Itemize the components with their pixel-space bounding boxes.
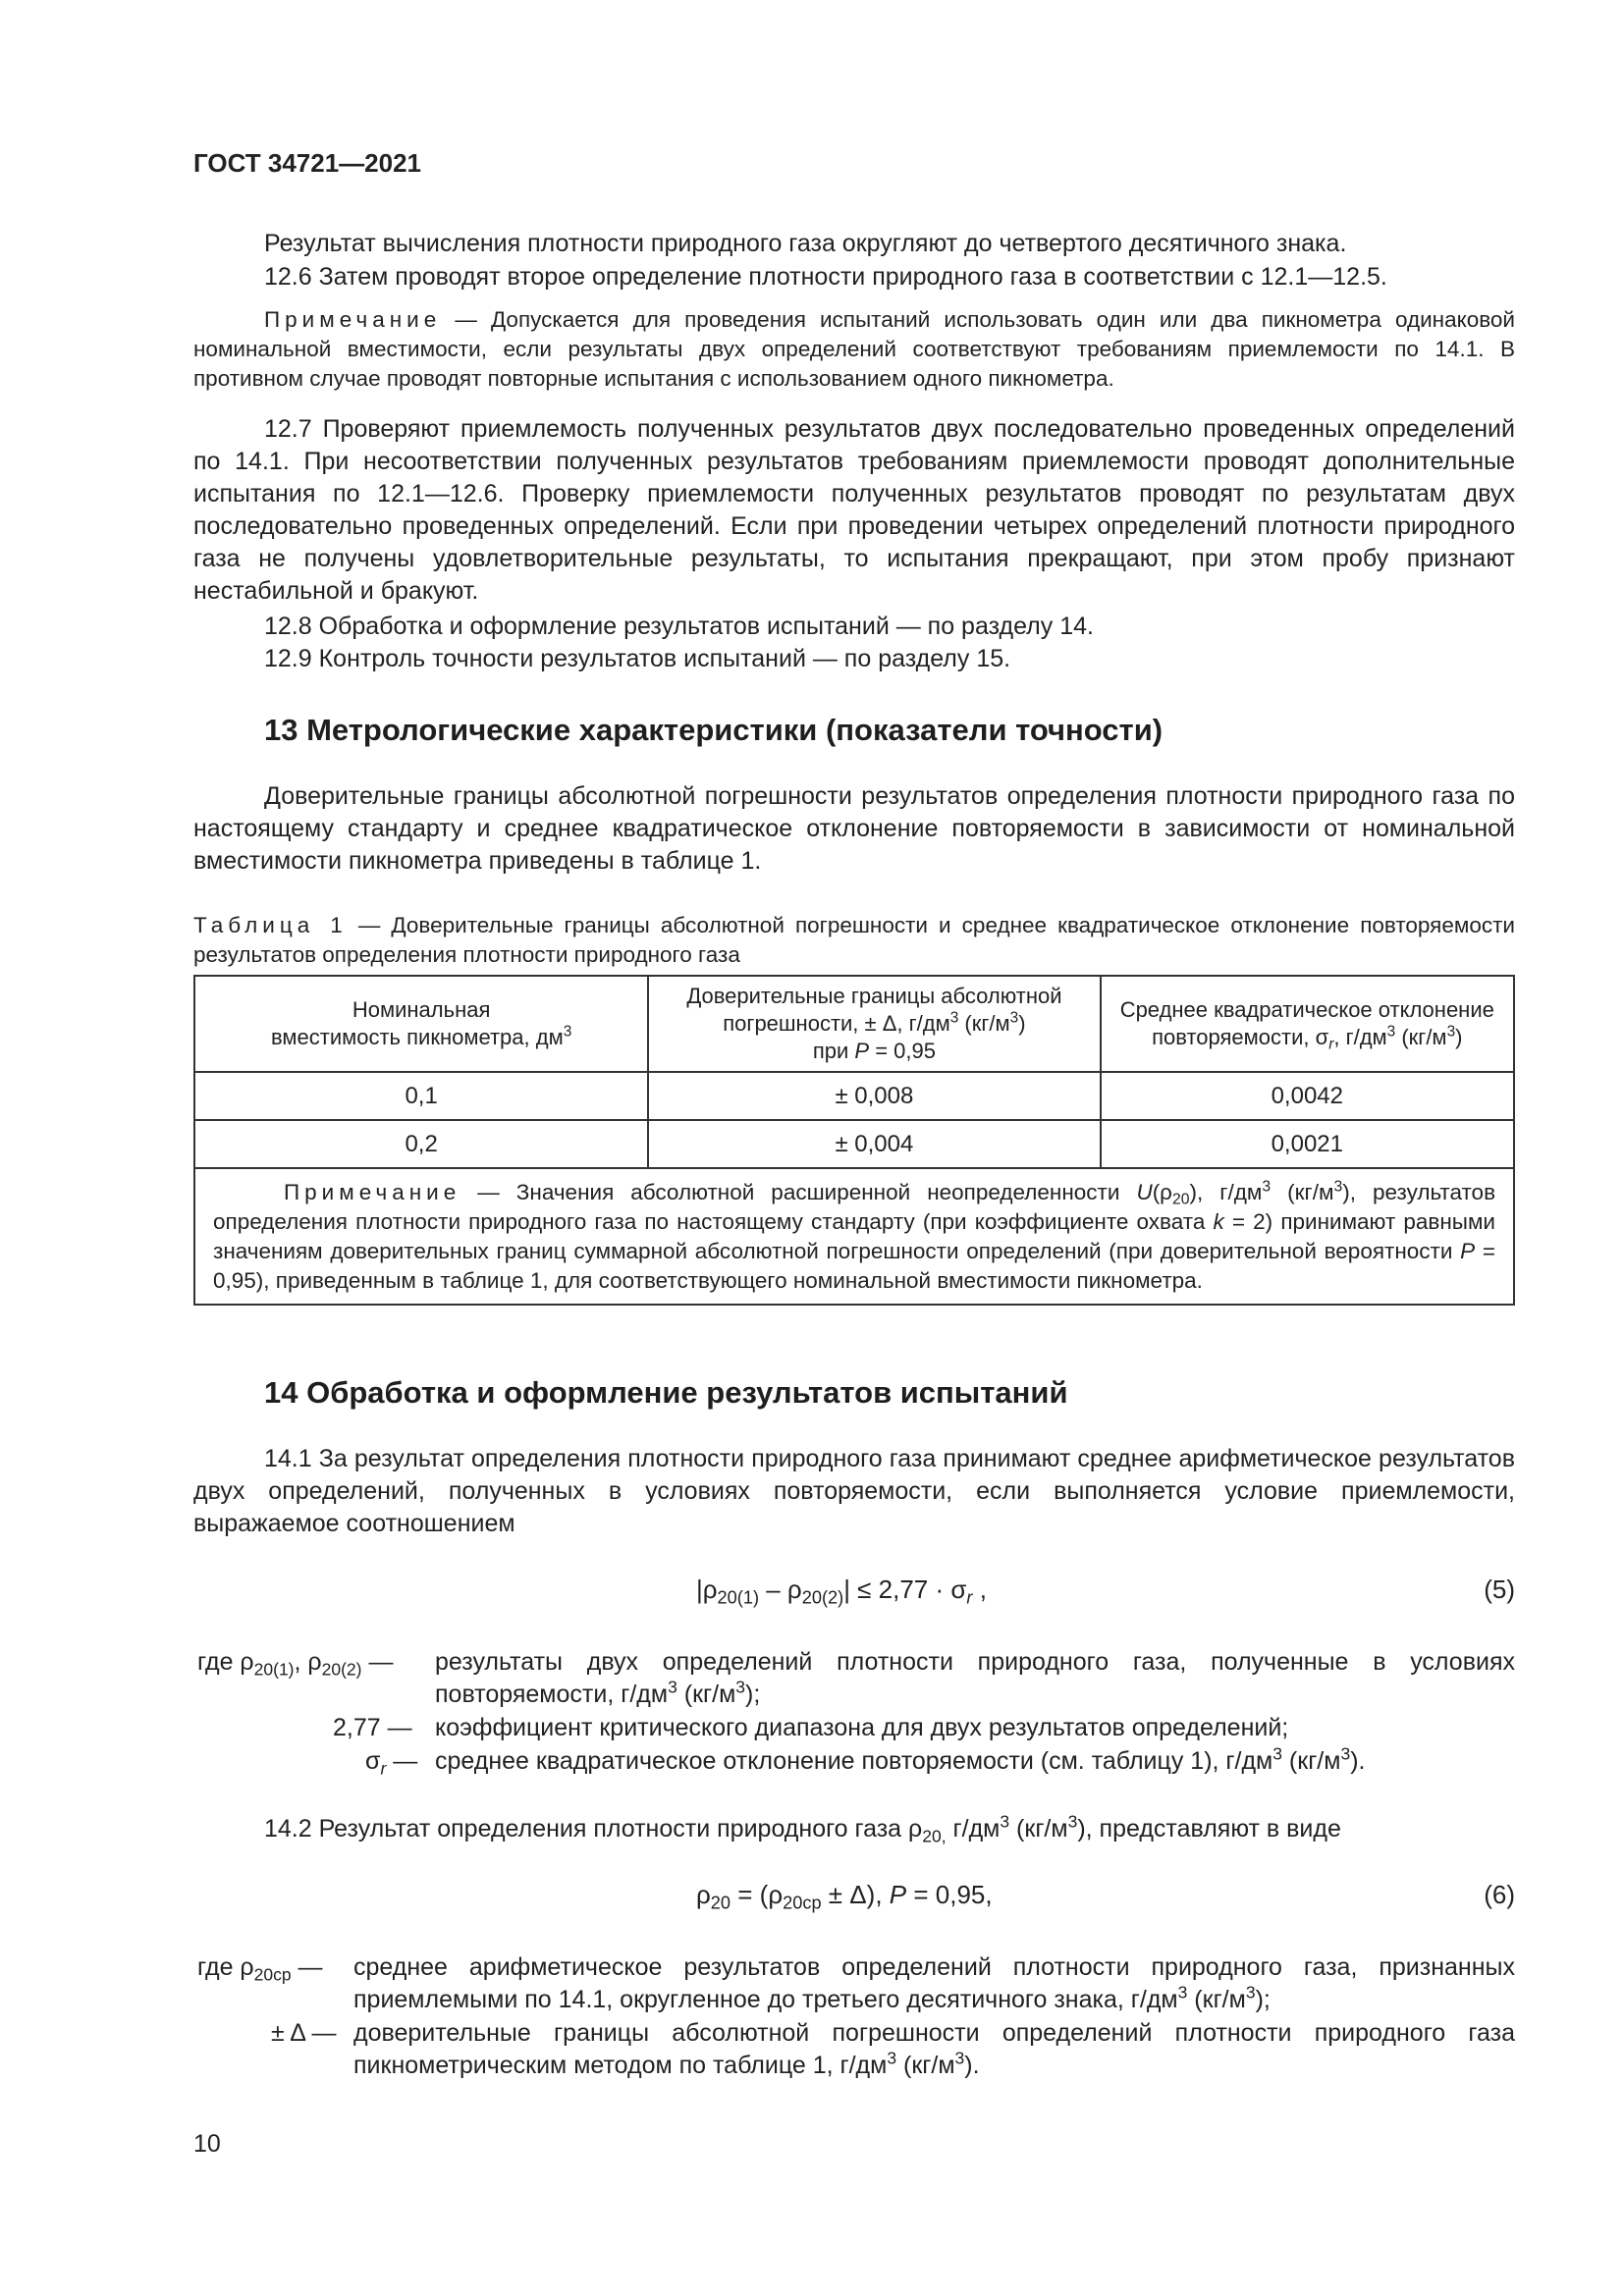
note-paragraph [193, 305, 1515, 394]
header-cell-volume: Номинальная вместимость пикнометра, $дм^3$ [194, 976, 648, 1072]
table-header-row [194, 976, 1514, 1072]
table-cell: 0,0021 [1101, 1120, 1514, 1168]
paragraph-12-6: 12.6 Затем проводят второе определение плотности природного газа в соответствии с 12.1—12.5. [264, 263, 1387, 291]
equation-number-6: (6) [1484, 1880, 1515, 1909]
where-definition: коэффициент критического диапазона для двух результатов определений; [435, 1714, 1289, 1741]
equation-5: $|\rho_{20(1)} - \rho_{20(2)}| \le 2,77 \cdot \sigma_r$ , [696, 1575, 987, 1608]
table-caption-label: Таблица 1 [193, 913, 348, 937]
section-14-heading: 14 Обработка и оформление результатов испытаний [264, 1375, 1068, 1410]
where-definition: доверительные границы абсолютной погрешности определений плотности природного газа пикнометрическим методом по таблице 1, $г/дм^3$ $(кг/м^3)$. [353, 2019, 1515, 2079]
paragraph-12-8: 12.8 Обработка и оформление результатов испытаний — по разделу 14. [264, 613, 1094, 640]
paragraph-14-2: 14.2 Результат определения плотности природного газа $\rho_{20,}$ $г/дм^3$ $(кг/м^3)$, представляют в виде [264, 1811, 1341, 1846]
paragraph-12-9: 12.9 Контроль точности результатов испытаний — по разделу 15. [264, 645, 1011, 672]
page-number: 10 [193, 2130, 221, 2158]
table-cell: 0,1 [194, 1072, 648, 1120]
where-term: где $\rho_{20(1)}$, $\rho_{20(2)}$ — [197, 1648, 394, 1680]
where-definition: результаты двух определений плотности природного газа, полученные в условиях повторяемости, $г/дм^3$ $(кг/м^3)$; [435, 1648, 1515, 1708]
table-row [194, 1120, 1514, 1168]
table-1 [193, 975, 1515, 1306]
table-cell: ± 0,004 [648, 1120, 1100, 1168]
paragraph: Результат вычисления плотности природного газа округляют до четвертого десятичного знака. [264, 230, 1347, 257]
table-caption-text: — Доверительные границы абсолютной погрешности и среднее квадратическое отклонение повторяемости результатов определения плотности природного газа [193, 913, 1515, 967]
document-code: ГОСТ 34721—2021 [193, 148, 421, 178]
note-label: Примечание [264, 307, 442, 332]
paragraph-14-1: 14.1 За результат определения плотности природного газа принимают среднее арифметическое результатов двух определений, полученных в условиях повторяемости, если выполняется условие приемлемости, выражаемое соотношением [193, 1445, 1515, 1537]
table-note-row [194, 1168, 1514, 1305]
table-cell: ± 0,008 [648, 1072, 1100, 1120]
table-note: Примечание — Значения абсолютной расширенной неопределенности $U(\rho_{20})$, $г/дм^3$ $(кг/м^3)$, результатов определения плотности природного газа по настоящему стандарту (при коэффициенте охвата k = 2) принимают равными значениям доверительных границ суммарной абсолютной погрешности определений (при доверительной вероятности P = 0,95), приведенным в таблице 1, для соответствующего номинальной вместимости пикнометра. [194, 1168, 1514, 1305]
where-term: 2,77 — [333, 1714, 412, 1741]
equation-number-5: (5) [1484, 1575, 1515, 1604]
where-term: $\sigma_r$ — [365, 1747, 418, 1779]
section-13-text: Доверительные границы абсолютной погрешности результатов определения плотности природного газа по настоящему стандарту и среднее квадратическое отклонение повторяемости в зависимости от номинальной вместимости пикнометра приведены в таблице 1. [193, 782, 1515, 875]
table-cell: 0,2 [194, 1120, 648, 1168]
where-term: ± Δ — [271, 2019, 337, 2047]
note-text: — Допускается для проведения испытаний использовать один или два пикнометра одинаковой номинальной вместимости, если результаты двух определений соответствуют требованиям приемлемости по 14.1. В противном случае проводят повторные испытания с использованием одного пикнометра. [193, 307, 1515, 391]
table-row [194, 1072, 1514, 1120]
header-cell-confidence: Доверительные границы абсолютной погрешности, ± Δ, $г/дм^3$ $(кг/м^3)$ при P = 0,95 [648, 976, 1100, 1072]
section-13-heading: 13 Метрологические характеристики (показатели точности) [264, 713, 1164, 747]
where-definition: среднее квадратическое отклонение повторяемости (см. таблицу 1), $г/дм^3$ $(кг/м^3)$. [435, 1743, 1366, 1775]
table-cell: 0,0042 [1101, 1072, 1514, 1120]
where-definition: среднее арифметическое результатов определений плотности природного газа, признанных приемлемыми по 14.1, округленное до третьего десятичного знака, $г/дм^3$ $(кг/м^3)$; [353, 1953, 1515, 2013]
equation-6: $\rho_{20} = (\rho_{20ср} \pm \Delta)$, P = 0,95, [696, 1880, 993, 1913]
header-cell-deviation: Среднее квадратическое отклонение повторяемости, $\sigma_r$, $г/дм^3$ $(кг/м^3)$ [1101, 976, 1514, 1072]
table-caption [193, 911, 1515, 970]
where-term: где $\rho_{20ср}$ — [197, 1953, 323, 1985]
paragraph-12-7: 12.7 Проверяют приемлемость полученных результатов двух последовательно проведенных определений по 14.1. При несоответствии полученных результатов требованиям приемлемости проводят дополнительные испытания по 12.1—12.6. Проверку приемлемости полученных результатов проводят по результатам двух последовательно проведенных определений. Если при проведении четырех определений плотности природного газа не получены удовлетворительные результаты, то испытания прекращают, при этом пробу признают нестабильной и бракуют. [193, 415, 1515, 605]
